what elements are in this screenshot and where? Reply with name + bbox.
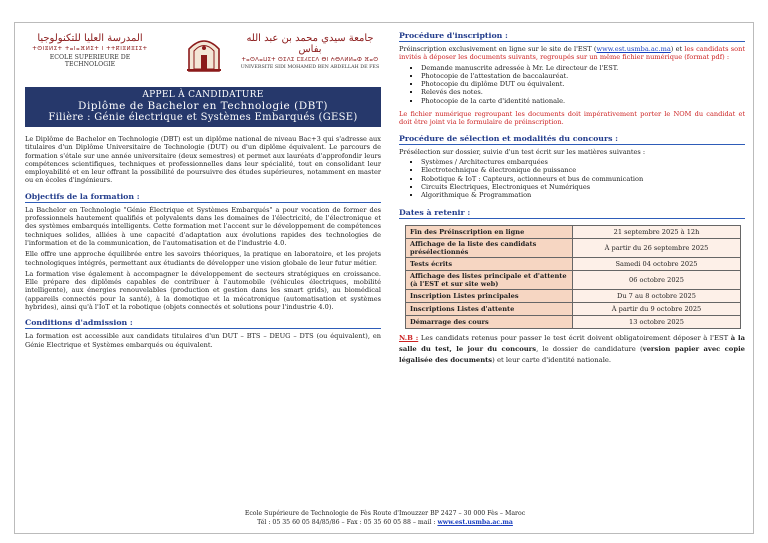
table-row bbox=[406, 239, 741, 258]
admission-paragraph: La formation est accessible aux candidats titulaires d'un DUT – BTS – DEUG – DTS (ou équivalent), en Génie Electrique et Systèmes embarqués ou équivalent. bbox=[25, 332, 381, 349]
note-bold-1: à la salle du test, le jour du concours bbox=[399, 334, 745, 354]
registration-instructions: les candidats sont invités à déposer les documents suivants, regroupés sur un même fichier numérique (format pdf) : bbox=[399, 45, 745, 62]
list-item: ▪ Circuits Électriques, Electroniques et Numériques bbox=[421, 183, 745, 191]
note-text-2: , le dossier de candidature ( bbox=[536, 345, 643, 354]
objectives-heading: Objectifs de la formation : bbox=[25, 192, 381, 203]
flyer-page bbox=[14, 22, 754, 534]
list-item: ▪ Photocopie de l'attestation de baccalauréat. bbox=[421, 72, 745, 80]
date-label: Démarrage des cours bbox=[406, 316, 573, 329]
left-column bbox=[25, 31, 381, 349]
table-row bbox=[406, 303, 741, 316]
date-value: Samedi 04 octobre 2025 bbox=[573, 258, 741, 271]
subjects-list bbox=[399, 158, 745, 199]
registration-heading: Procédure d'inscription : bbox=[399, 31, 745, 42]
university-name-arabic: جامعة سيدي محمد بن عبد الله بفاس bbox=[246, 33, 374, 55]
school-name-arabic: المدرسة العليا للتكنولوجيا bbox=[37, 33, 143, 44]
table-row bbox=[406, 316, 741, 329]
university-name-french: UNIVERSITE SIDI MOHAMED BEN ABDELLAH DE FES bbox=[240, 65, 380, 70]
university-name-tifinagh: ⵜⴰⵙⴷⴰⵡⵉⵜ ⵙⵉⴷⵉ ⵎⵓⵃⵎⵎⴷ ⴱⵏ ⵄⴱⴷⵍⵍⴰⵀ ⴼⴰⵙ bbox=[241, 57, 379, 63]
list-item: ▪ Systèmes / Architectures embarquées bbox=[421, 158, 745, 166]
date-value: À partir du 9 octobre 2025 bbox=[573, 303, 741, 316]
banner-diploma: Diplôme de Bachelor en Technologie (DBT) bbox=[78, 100, 328, 112]
date-value: 13 octobre 2025 bbox=[573, 316, 741, 329]
selection-intro: Présélection sur dossier, suivie d'un test écrit sur les matières suivantes : bbox=[399, 147, 646, 156]
university-logo-icon bbox=[183, 33, 225, 73]
right-column bbox=[399, 31, 745, 366]
list-item: ▪ Demande manuscrite adressée à Mr. Le directeur de l'EST. bbox=[421, 64, 745, 72]
admission-heading: Conditions d'admission : bbox=[25, 318, 381, 329]
intro-paragraph: Le Diplôme de Bachelor en Technologie (DBT) est un diplôme national de niveau Bac+3 qui s'adresse aux titulaires d'un Diplôme Universitaire de Technologie (DUT) ou d'un diplôme équivalent. Le parcours de formation s'étale sur une année universitaire (deux semestres) et permet aux lauréats d'approfondir leurs compétences scientifiques, techniques et professionnelles dans leur spécialité, tout en consolidant leur employabilité et en leur offrant la possibilité de poursuivre des études supérieures, notamment en master ou en écoles d'ingénieurs. bbox=[25, 135, 381, 185]
date-label: Inscriptions Listes d'attente bbox=[406, 303, 573, 316]
registration-intro-end: ) et bbox=[670, 45, 683, 53]
dates-table bbox=[405, 225, 741, 329]
list-item: ▪ Electrotechnique & électronique de puissance bbox=[421, 166, 745, 174]
date-value: Du 7 au 8 octobre 2025 bbox=[573, 290, 741, 303]
important-note bbox=[399, 333, 745, 366]
date-value: 21 septembre 2025 à 12h bbox=[573, 226, 741, 239]
footer-mail-link[interactable]: www.est.usmba.ac.ma bbox=[437, 519, 513, 526]
date-label: Fin des Préinscription en ligne bbox=[406, 226, 573, 239]
banner-call: APPEL À CANDIDATURE bbox=[142, 90, 264, 100]
note-text-1: Les candidats retenus pour passer le test écrit doivent obligatoirement déposer à l'EST bbox=[418, 334, 731, 343]
note-label: N.B : bbox=[399, 334, 419, 343]
table-row bbox=[406, 226, 741, 239]
university-name-block bbox=[239, 33, 381, 70]
date-value: 06 octobre 2025 bbox=[573, 271, 741, 290]
date-label: Inscription Listes principales bbox=[406, 290, 573, 303]
registration-warning: Le fichier numérique regroupant les documents doit impérativement porter le NOM du candidat et doit être joint via le formulaire de préinscription. bbox=[399, 110, 745, 127]
school-name-tifinagh: ⵜⵙⵏⵓⵍⵉⵜ ⵜⴰⵏⴰⴼⵍⵉⵜ ⵏ ⵜⵜⴽⵏⵓⵍⵓⵊⵉⵜ bbox=[32, 46, 148, 52]
title-banner bbox=[25, 87, 381, 127]
note-bold-2: version papier avec copie légalisée des documents bbox=[399, 345, 745, 365]
list-item: ▪ Photocopie du diplôme DUT ou équivalent. bbox=[421, 80, 745, 88]
footer bbox=[15, 509, 755, 527]
school-name-block bbox=[25, 33, 155, 68]
footer-contact bbox=[15, 518, 755, 527]
banner-program: Filière : Génie électrique et Systèmes Embarqués (GESE) bbox=[48, 112, 358, 123]
note-text-3: ) et leur carte d'identité nationale. bbox=[492, 356, 612, 365]
date-value: À partir du 26 septembre 2025 bbox=[573, 239, 741, 258]
footer-address: Ecole Supérieure de Technologie de Fès Route d'Imouzzer BP 2427 – 30 000 Fès – Maroc bbox=[244, 510, 526, 517]
est-website-link[interactable]: www.est.usmba.ac.ma bbox=[596, 45, 671, 53]
registration-intro bbox=[399, 45, 745, 62]
objectives-paragraph-3: La formation vise également à accompagner le développement de secteurs stratégiques en croissance. Elle prépare des diplômés capables de contribuer à l'automobile (véhicules électriques, mobilité intelligente), aux énergies renouvelables (production et gestion dans les smart grids), au biomédical (appareils connectés pour la santé), à la domotique et la mécatronique (automatisation et systèmes hybrides), ainsi qu'à l'IoT et la robotique (objets connectés et solutions pour l'industrie 4.0). bbox=[25, 269, 381, 312]
date-label: Affichage de la liste des candidats présélectionnés bbox=[406, 239, 573, 258]
footer-phone-fax: Tél : 05 35 60 05 84/85/86 – Fax : 05 35 60 05 88 – mail : bbox=[257, 519, 438, 526]
documents-list bbox=[399, 64, 745, 105]
date-label: Affichage des listes principale et d'attente (à l'EST et sur site web) bbox=[406, 271, 573, 290]
list-item: ▪ Photocopie de la carte d'identité nationale. bbox=[421, 97, 745, 105]
dates-heading: Dates à retenir : bbox=[399, 208, 745, 219]
objectives-paragraph-2: Elle offre une approche équilibrée entre les savoirs théoriques, la pratique en laboratoire, et les projets technologiques intégrés, permettant aux étudiants de développer une vision globale de leur futur métier. bbox=[25, 250, 381, 267]
date-label: Tests écrits bbox=[406, 258, 573, 271]
table-row bbox=[406, 290, 741, 303]
selection-heading: Procédure de sélection et modalités du concours : bbox=[399, 134, 745, 145]
list-item: ▪ Algorithmique & Programmation bbox=[421, 191, 745, 199]
table-row bbox=[406, 271, 741, 290]
table-row bbox=[406, 258, 741, 271]
school-name-french: ECOLE SUPERIEURE DE TECHNOLOGIE bbox=[49, 54, 131, 68]
header bbox=[25, 31, 381, 83]
objectives-paragraph-1: La Bachelor en Technologie "Génie Électrique et Systèmes Embarqués" a pour vocation de former des professionnels hautement qualifiés et polyvalents dans les domaines de l'électricité, de l'électronique et des systèmes embarqués intelligents. Cette formation met l'accent sur le développement de compétences techniques solides, alliées à une capacité d'adaptation aux évolutions rapides des technologies de l'information et de la communication, de l'automatisation et de l'industrie 4.0. bbox=[25, 205, 381, 247]
list-item: ▪ Relevés des notes. bbox=[421, 88, 745, 96]
registration-intro-text: Préinscription exclusivement en ligne sur le site de l'EST ( bbox=[399, 45, 597, 53]
list-item: ▪ Robotique & IoT : Capteurs, actionneurs et bus de communication bbox=[421, 175, 745, 183]
